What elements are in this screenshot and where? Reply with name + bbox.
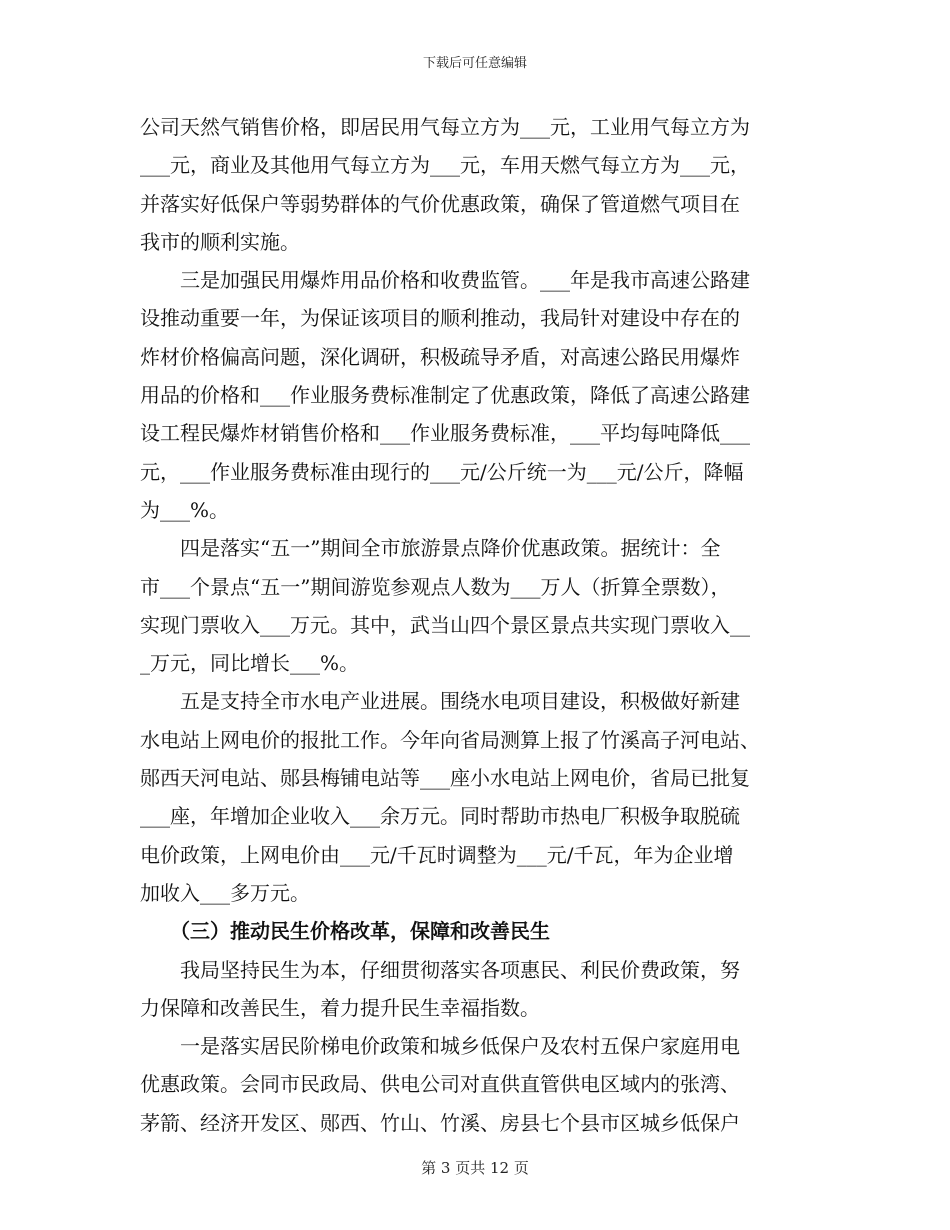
paragraph-line: 一是落实居民阶梯电价政策和城乡低保户及农村五保户家庭用电	[140, 1034, 740, 1059]
paragraph-line: 实现门票收入___万元。其中，武当山四个景区景点共实现门票收入__	[140, 612, 750, 637]
paragraph-line: 为___%。	[140, 497, 230, 522]
paragraph-line: 力保障和改善民生，着力提升民生幸福指数。	[140, 995, 540, 1020]
section-heading: （三）推动民生价格改革，保障和改善民生	[140, 919, 550, 944]
paragraph-line: 元，___作业服务费标准由现行的___元/公斤统一为___元/公斤，降幅	[140, 459, 744, 484]
paragraph-line: 郧西天河电站、郧县梅铺电站等___座小水电站上网电价，省局已批复	[140, 766, 750, 791]
page-number-footer: 第 3 页共 12 页	[421, 1159, 529, 1177]
paragraph-line: 五是支持全市水电产业进展。围绕水电项目建设，积极做好新建	[140, 689, 740, 714]
paragraph-line: 炸材价格偏高问题，深化调研，积极疏导矛盾，对高速公路民用爆炸	[140, 344, 740, 369]
paragraph-line: 四是落实“五一”期间全市旅游景点降价优惠政策。据统计：全	[140, 536, 721, 561]
paragraph-line: 加收入___多万元。	[140, 880, 310, 905]
paragraph-line: 用品的价格和___作业服务费标准制定了优惠政策，降低了高速公路建	[140, 383, 750, 408]
paragraph-line: 电价政策，上网电价由___元/千瓦时调整为___元/千瓦，年为企业增	[140, 842, 734, 867]
paragraph-line: 三是加强民用爆炸用品价格和收费监管。___年是我市高速公路建	[140, 268, 750, 293]
paragraph-line: 水电站上网电价的报批工作。今年向省局测算上报了竹溪高子河电站、	[140, 727, 760, 752]
paragraph-line: 设推动重要一年，为保证该项目的顺利推动，我局针对建设中存在的	[140, 306, 740, 331]
paragraph-line: 并落实好低保户等弱势群体的气价优惠政策，确保了管道燃气项目在	[140, 191, 740, 216]
paragraph-line: ___元，商业及其他用气每立方为___元，车用天燃气每立方为___元，	[140, 153, 750, 178]
paragraph-line: 我市的顺利实施。	[140, 229, 300, 254]
paragraph-line: 设工程民爆炸材销售价格和___作业服务费标准，___平均每吨降低___	[140, 421, 750, 446]
paragraph-line: 市___个景点“五一”期间游览参观点人数为___万人（折算全票数），	[140, 574, 731, 599]
paragraph-line: 我局坚持民生为本，仔细贯彻落实各项惠民、利民价费政策，努	[140, 957, 740, 982]
document-body	[140, 108, 815, 1142]
paragraph-line: 优惠政策。会同市民政局、供电公司对直供直管供电区域内的张湾、	[140, 1072, 740, 1097]
paragraph-line: ___座，年增加企业收入___余万元。同时帮助市热电厂积极争取脱硫	[140, 804, 740, 829]
page-header: 下载后可任意编辑	[422, 56, 527, 71]
paragraph-line: 公司天然气销售价格，即居民用气每立方为___元，工业用气每立方为	[140, 115, 750, 139]
paragraph-line: _万元，同比增长___%。	[140, 651, 360, 676]
paragraph-line: 茅箭、经济开发区、郧西、竹山、竹溪、房县七个县市区城乡低保户	[140, 1110, 740, 1135]
